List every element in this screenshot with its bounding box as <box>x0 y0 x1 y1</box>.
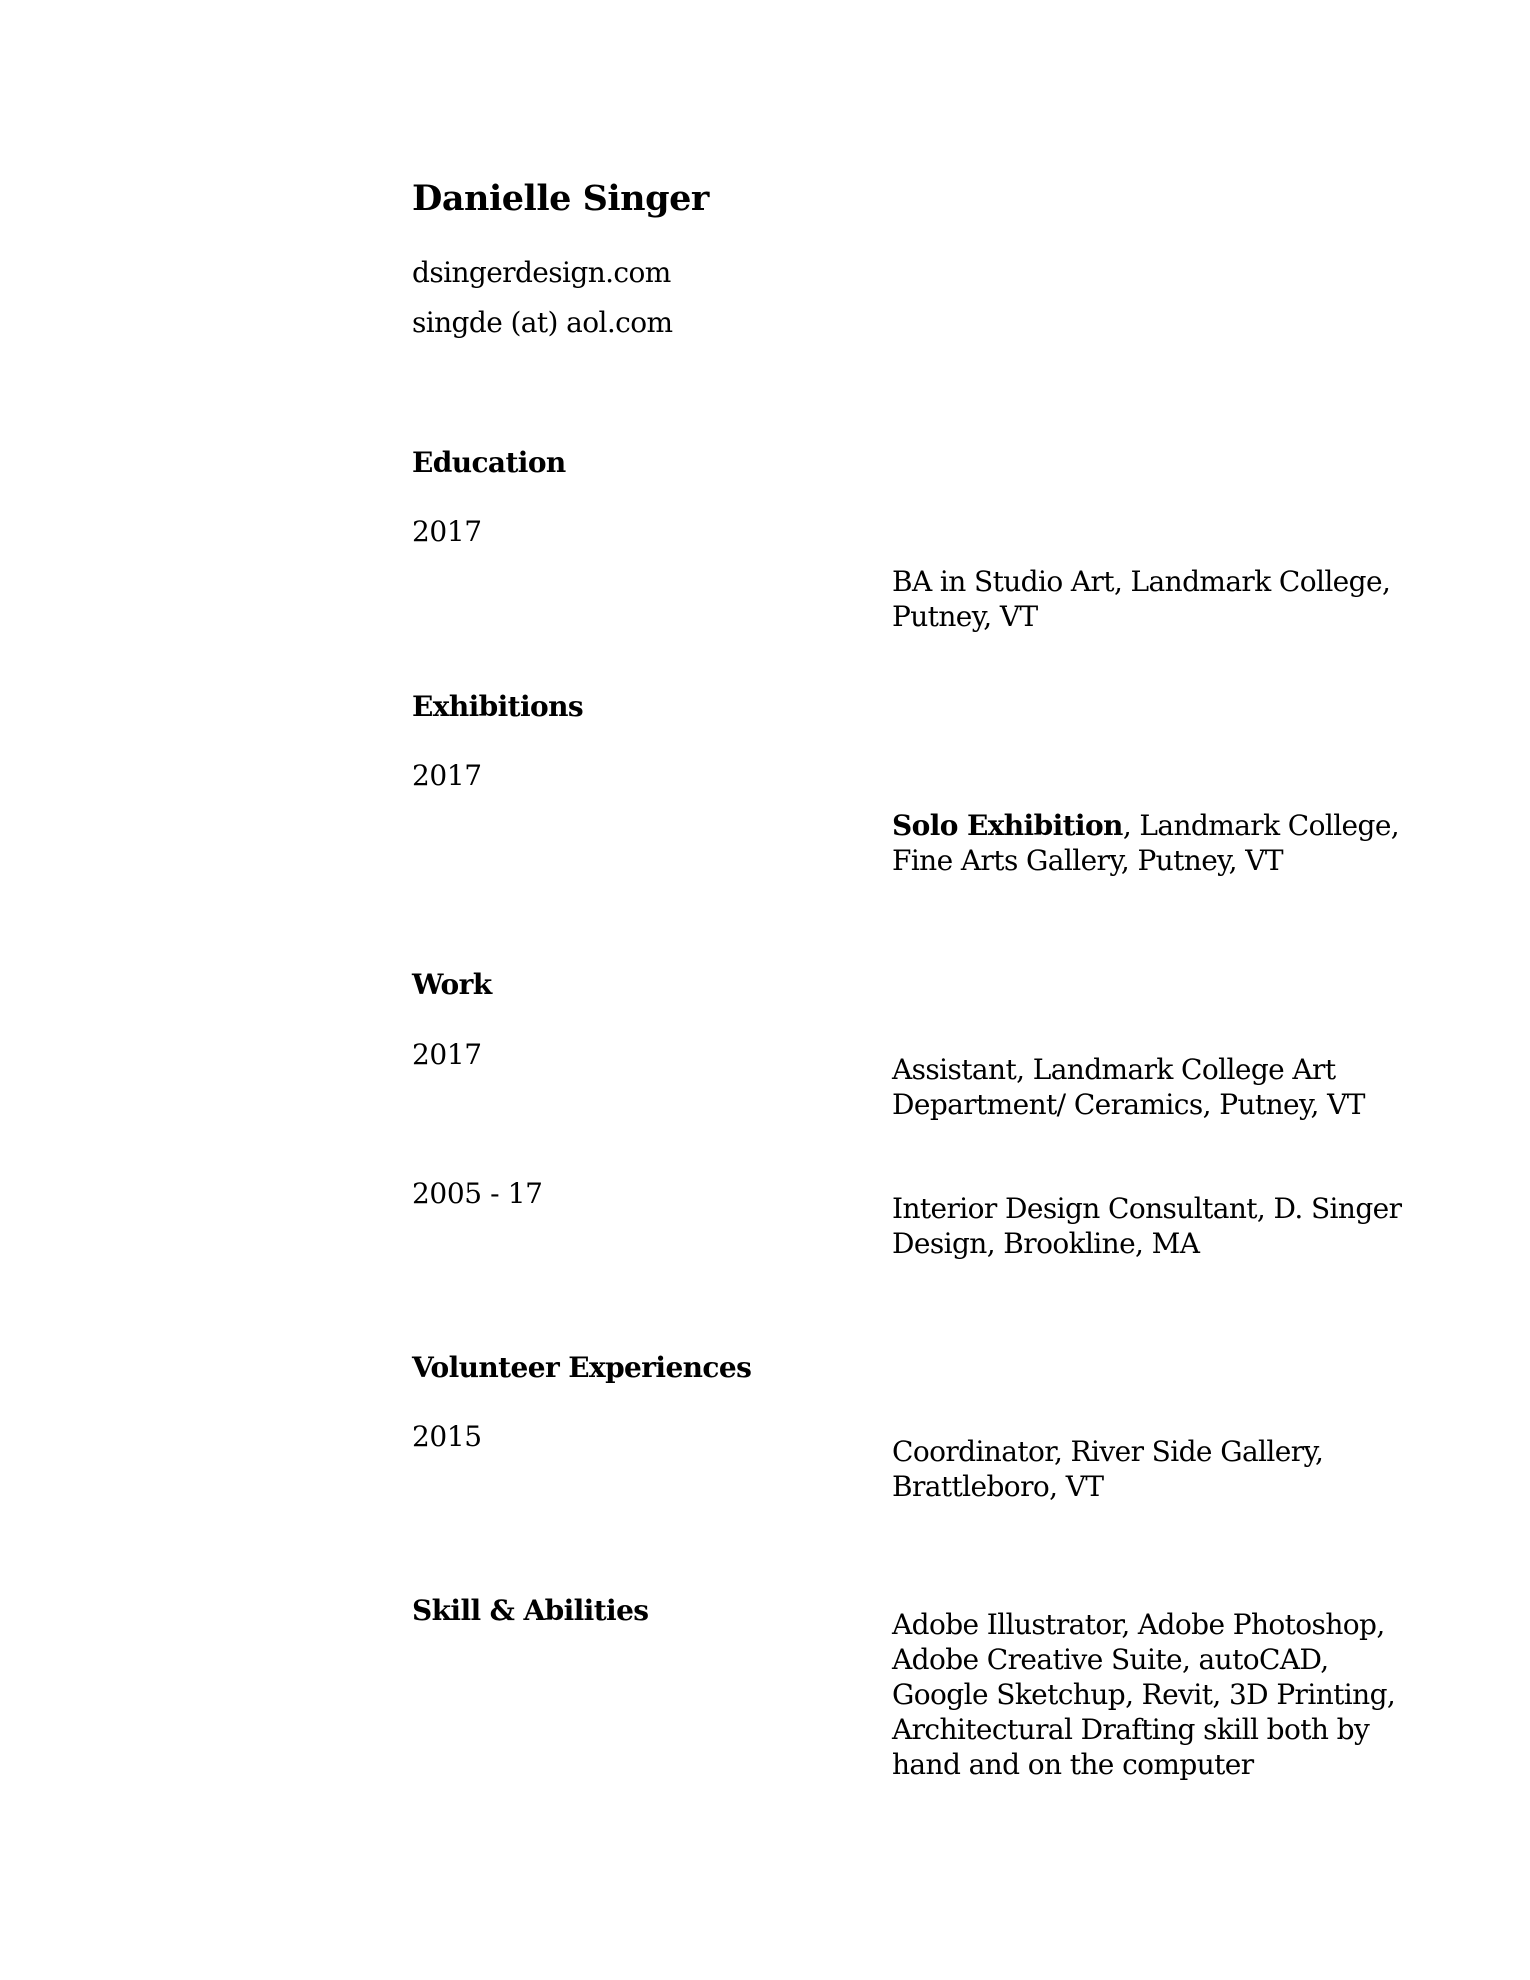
work-year: 2017 <box>412 1038 482 1071</box>
exhibition-venue: , Landmark College, <box>1122 809 1400 842</box>
skills-line: Adobe Creative Suite, autoCAD, <box>892 1643 1329 1676</box>
section-heading-exhibitions: Exhibitions <box>412 690 584 723</box>
exhibitions-entry-line <box>892 808 1412 843</box>
volunteer-entry-line: Coordinator, River Side Gallery, <box>892 1435 1324 1468</box>
contact-email: singde (at) aol.com <box>412 306 673 339</box>
section-heading-education: Education <box>412 446 566 479</box>
work-entry-line: Interior Design Consultant, D. Singer <box>892 1192 1402 1225</box>
work-year: 2005 - 17 <box>412 1177 543 1210</box>
education-entry-line: Putney, VT <box>892 600 1038 633</box>
work-entry-line: Department/ Ceramics, Putney, VT <box>892 1088 1365 1121</box>
contact-website: dsingerdesign.com <box>412 256 671 289</box>
volunteer-entry <box>892 1434 1412 1504</box>
education-year: 2017 <box>412 515 482 548</box>
skills-line: Google Sketchup, Revit, 3D Printing, <box>892 1678 1396 1711</box>
exhibition-title: Solo Exhibition <box>892 809 1123 842</box>
work-entry <box>892 1052 1412 1122</box>
skills-entry <box>892 1607 1412 1782</box>
skills-line: hand and on the computer <box>892 1748 1254 1781</box>
skills-line: Adobe Illustrator, Adobe Photoshop, <box>892 1608 1385 1641</box>
volunteer-entry-line: Brattleboro, VT <box>892 1470 1104 1503</box>
section-heading-skills: Skill & Abilities <box>412 1594 649 1627</box>
work-entry <box>892 1191 1412 1261</box>
work-entry-line: Assistant, Landmark College Art <box>892 1053 1336 1086</box>
education-entry-line: BA in Studio Art, Landmark College, <box>892 565 1391 598</box>
skills-line: Architectural Drafting skill both by <box>892 1713 1370 1746</box>
exhibitions-year: 2017 <box>412 759 482 792</box>
resume-name: Danielle Singer <box>412 178 709 219</box>
education-entry <box>892 564 1412 634</box>
work-entry-line: Design, Brookline, MA <box>892 1227 1200 1260</box>
volunteer-year: 2015 <box>412 1420 482 1453</box>
section-heading-work: Work <box>412 968 492 1001</box>
section-heading-volunteer: Volunteer Experiences <box>412 1351 752 1384</box>
exhibitions-entry-line: Fine Arts Gallery, Putney, VT <box>892 844 1283 877</box>
exhibitions-entry <box>892 808 1412 878</box>
